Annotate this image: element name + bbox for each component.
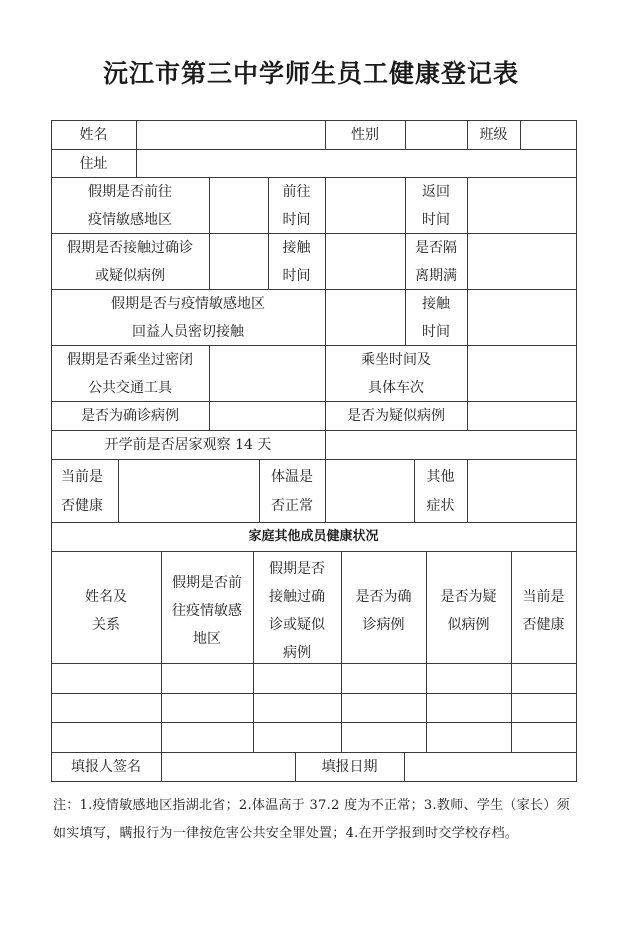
family-col-health-line2: 否健康	[522, 617, 565, 633]
family-col-health-line1: 当前是	[522, 589, 565, 605]
travel-question-line1: 假期是否前往	[88, 184, 172, 200]
temperature-label-line1: 体温是	[271, 469, 313, 485]
address-label: 住址	[79, 156, 108, 172]
footnote: 注：1.疫情敏感地区指湖北省；2.体温高于 37.2 度为不正常；3.教师、学生（家长）须如实填写，瞒报行为一律按危害公共安全罪处置；4.在开学报到时交学校存档。	[53, 798, 570, 841]
travel-time-field[interactable]	[326, 178, 405, 233]
family-row-3[interactable]	[52, 723, 576, 752]
return-time-label-line2: 时间	[422, 212, 450, 228]
family-col-suspected-line1: 是否为疑	[440, 589, 497, 605]
address-field[interactable]	[137, 150, 576, 177]
confirmed-question: 是否为确诊病例	[81, 408, 179, 424]
contact-time-field[interactable]	[326, 234, 405, 289]
return-time-label-line1: 返回	[422, 184, 450, 200]
filler-date-field[interactable]	[405, 753, 576, 781]
travel-time-label-line1: 前往	[282, 184, 311, 200]
family-col-contact-line2: 接触过确	[269, 589, 325, 605]
temperature-label-line2: 否正常	[271, 498, 313, 514]
family-col-confirmed-line2: 诊病例	[362, 617, 405, 633]
contact-time-label-line1: 接触	[282, 240, 311, 256]
filler-signature-field[interactable]	[162, 753, 295, 781]
family-col-travel-line1: 假期是否前	[172, 575, 242, 591]
travel-answer-field[interactable]	[210, 178, 268, 233]
transit-question-line1: 假期是否乘坐过密闭	[67, 352, 193, 368]
travel-time-label-line2: 时间	[282, 212, 311, 228]
health-now-label-line2: 否健康	[61, 498, 103, 514]
suspected-answer-field[interactable]	[468, 402, 576, 430]
suspected-question: 是否为疑似病例	[347, 408, 445, 424]
health-now-field[interactable]	[119, 460, 259, 522]
contact-question-line1: 假期是否接触过确诊	[67, 240, 193, 256]
other-symptoms-label-line1: 其他	[426, 469, 455, 485]
return-contact-time-field[interactable]	[468, 290, 576, 345]
name-label: 姓名	[79, 127, 108, 143]
family-col-contact-line3: 诊或疑似	[269, 617, 325, 633]
return-contact-question-line2: 回益人员密切接触	[132, 324, 244, 340]
filler-signature-label: 填报人签名	[71, 759, 141, 775]
contact-question-line2: 或疑似病例	[95, 268, 165, 284]
travel-question-line2: 疫情敏感地区	[88, 212, 172, 228]
family-section-header: 家庭其他成员健康状况	[248, 529, 379, 544]
transit-detail-label-line2: 具体车次	[368, 380, 424, 396]
gender-field[interactable]	[406, 121, 467, 149]
home-observation-field[interactable]	[326, 431, 576, 459]
health-now-label-line1: 当前是	[61, 469, 103, 485]
family-row-2[interactable]	[52, 694, 576, 722]
page-title: 沅江市第三中学师生员工健康登记表	[102, 59, 519, 88]
family-col-name-line1: 姓名及	[85, 589, 127, 605]
contact-time-label-line2: 时间	[282, 268, 311, 284]
family-col-contact-line1: 假期是否	[269, 561, 325, 577]
transit-answer-field[interactable]	[210, 346, 325, 401]
class-field[interactable]	[521, 121, 576, 149]
family-col-confirmed-line1: 是否为确	[355, 589, 412, 605]
return-contact-time-label-line1: 接触	[422, 296, 450, 312]
class-label: 班级	[479, 127, 508, 143]
return-time-field[interactable]	[468, 178, 576, 233]
home-observation-question: 开学前是否居家观察 14 天	[104, 437, 272, 453]
transit-detail-field[interactable]	[468, 346, 576, 401]
family-col-travel-line2: 往疫情敏感	[172, 603, 242, 619]
isolation-label-line2: 离期满	[415, 268, 457, 284]
confirmed-answer-field[interactable]	[210, 402, 325, 430]
return-contact-question-line1: 假期是否与疫情敏感地区	[111, 296, 265, 312]
other-symptoms-label-line2: 症状	[426, 498, 455, 514]
family-col-travel-line3: 地区	[193, 631, 221, 647]
isolation-label-line1: 是否隔	[415, 240, 457, 256]
temperature-field[interactable]	[326, 460, 414, 522]
other-symptoms-field[interactable]	[468, 460, 576, 522]
gender-label: 性别	[351, 127, 379, 143]
family-col-name-line2: 关系	[92, 617, 120, 633]
family-col-contact-line4: 病例	[283, 645, 311, 661]
isolation-field[interactable]	[468, 234, 576, 289]
filler-date-label: 填报日期	[321, 759, 378, 775]
family-row-1[interactable]	[52, 664, 576, 693]
transit-question-line2: 公共交通工具	[88, 380, 172, 396]
return-contact-answer-field[interactable]	[326, 290, 405, 345]
contact-answer-field[interactable]	[210, 234, 268, 289]
return-contact-time-label-line2: 时间	[422, 324, 450, 340]
transit-detail-label-line1: 乘坐时间及	[361, 352, 431, 368]
family-col-suspected-line2: 似病例	[447, 617, 490, 633]
name-field[interactable]	[137, 121, 325, 149]
